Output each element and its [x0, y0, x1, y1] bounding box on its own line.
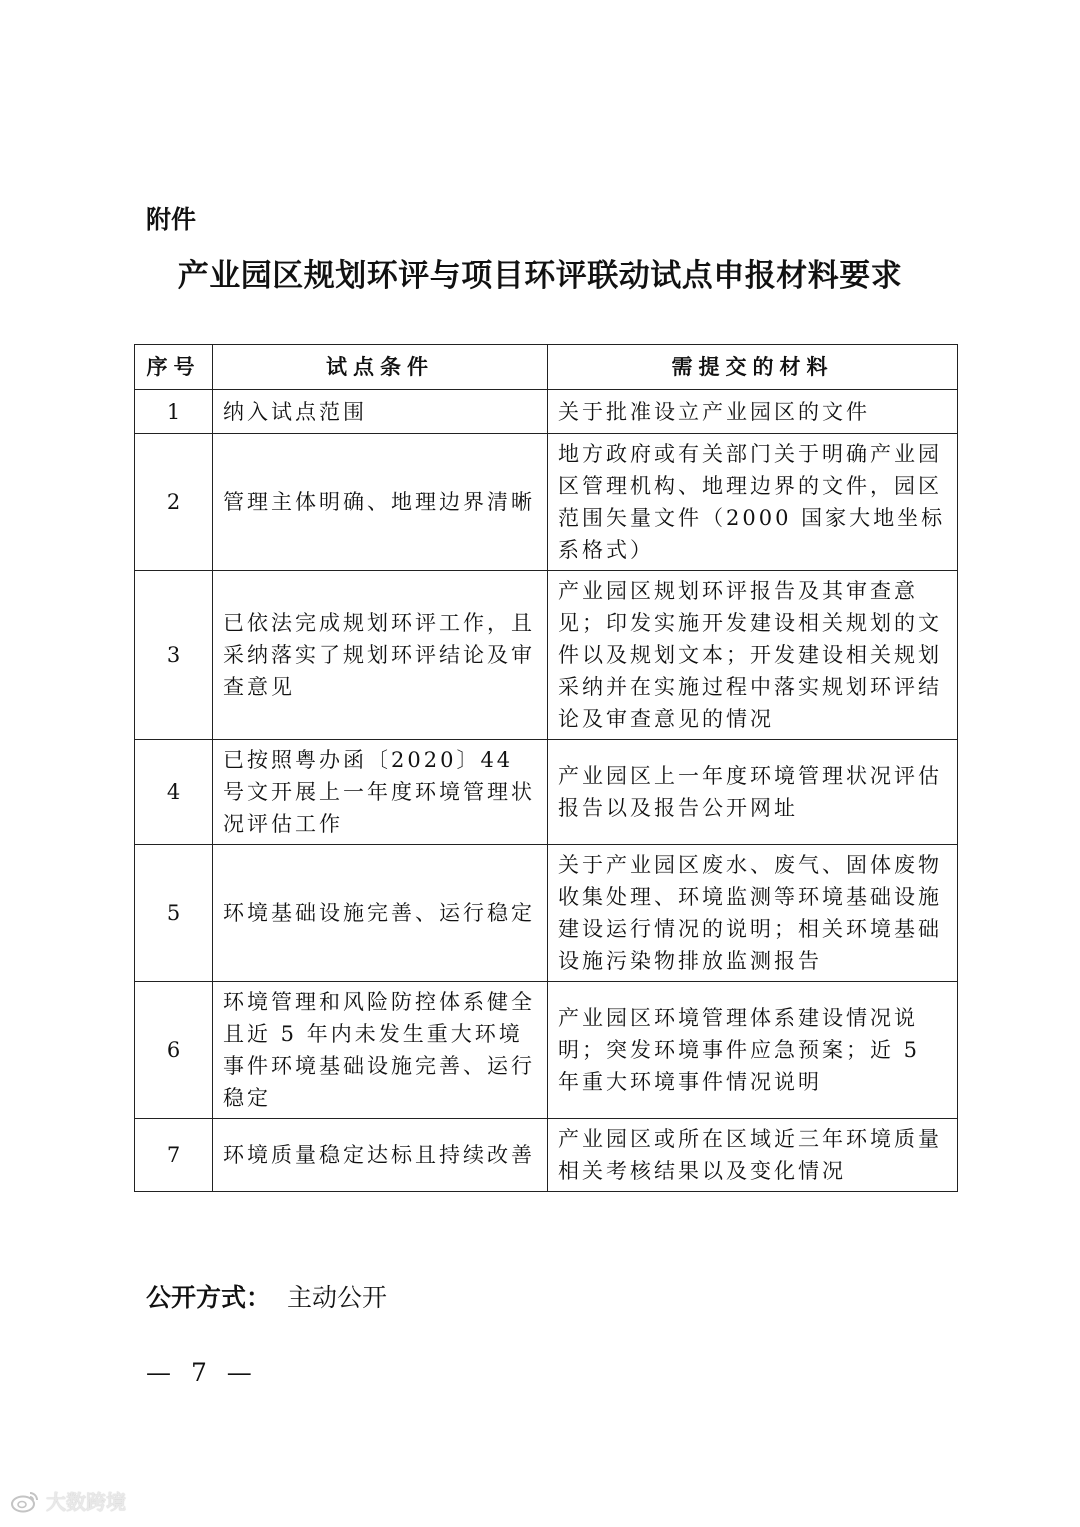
table-row: [135, 1119, 958, 1192]
disclosure-label: 公开方式：: [146, 1283, 272, 1312]
row-number: 7: [135, 1119, 213, 1192]
row-condition: 已依法完成规划环评工作，且采纳落实了规划环评结论及审查意见: [213, 571, 548, 740]
requirements-table: [134, 344, 958, 1192]
table-row: [135, 982, 958, 1119]
row-condition: 环境质量稳定达标且持续改善: [213, 1119, 548, 1192]
weibo-logo-icon: [10, 1489, 40, 1513]
row-number: 3: [135, 571, 213, 740]
disclosure-value: 主动公开: [287, 1283, 388, 1312]
row-condition: 管理主体明确、地理边界清晰: [213, 434, 548, 571]
row-number: 6: [135, 982, 213, 1119]
header-no: 序号: [135, 345, 213, 390]
table-row: [135, 390, 958, 434]
row-materials: 产业园区规划环评报告及其审查意见；印发实施开发建设相关规划的文件以及规划文本；开发建设相关规划采纳并在实施过程中落实规划环评结论及审查意见的情况: [548, 571, 958, 740]
row-materials: 产业园区或所在区域近三年环境质量相关考核结果以及变化情况: [548, 1119, 958, 1192]
row-number: 1: [135, 390, 213, 434]
header-materials: 需提交的材料: [548, 345, 958, 390]
page-number: — 7 —: [146, 1358, 258, 1387]
document-title: 产业园区规划环评与项目环评联动试点申报材料要求: [177, 258, 903, 294]
row-condition: 纳入试点范围: [213, 390, 548, 434]
row-materials: 地方政府或有关部门关于明确产业园区管理机构、地理边界的文件，园区范围矢量文件（2000 国家大地坐标系格式）: [548, 434, 958, 571]
row-condition: 环境管理和风险防控体系健全且近 5 年内未发生重大环境事件环境基础设施完善、运行稳定: [213, 982, 548, 1119]
table-header-row: [135, 345, 958, 390]
table-row: [135, 845, 958, 982]
row-materials: 产业园区上一年度环境管理状况评估报告以及报告公开网址: [548, 740, 958, 845]
table-row: [135, 740, 958, 845]
row-condition: 已按照粤办函〔2020〕44 号文开展上一年度环境管理状况评估工作: [213, 740, 548, 845]
row-condition: 环境基础设施完善、运行稳定: [213, 845, 548, 982]
row-materials: 关于产业园区废水、废气、固体废物收集处理、环境监测等环境基础设施建设运行情况的说明；相关环境基础设施污染物排放监测报告: [548, 845, 958, 982]
row-number: 2: [135, 434, 213, 571]
disclosure-line: [146, 1278, 387, 1314]
row-number: 5: [135, 845, 213, 982]
attachment-label: 附件: [146, 205, 197, 234]
row-number: 4: [135, 740, 213, 845]
header-condition: 试点条件: [213, 345, 548, 390]
watermark: [10, 1486, 126, 1515]
table-row: [135, 434, 958, 571]
row-materials: 关于批准设立产业园区的文件: [548, 390, 958, 434]
row-materials: 产业园区环境管理体系建设情况说明；突发环境事件应急预案；近 5 年重大环境事件情况说明: [548, 982, 958, 1119]
table-row: [135, 571, 958, 740]
watermark-text: 大数跨境: [46, 1490, 126, 1514]
